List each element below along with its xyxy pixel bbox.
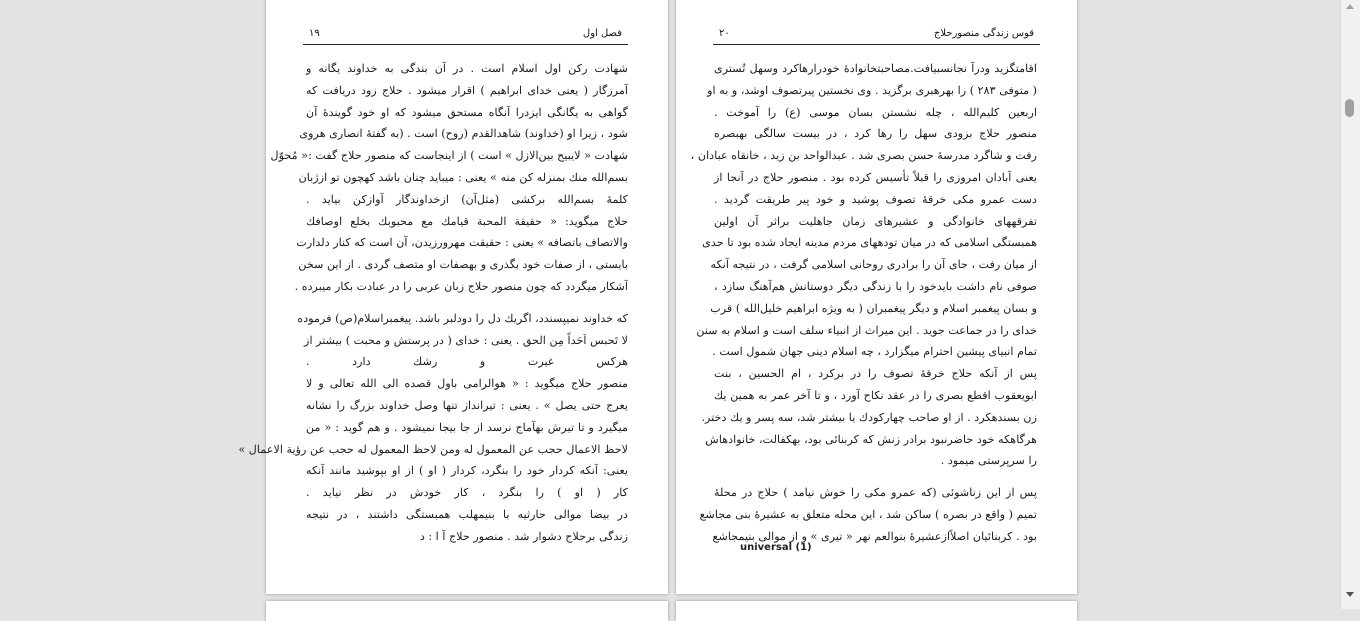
vertical-scrollbar[interactable] (1340, 0, 1360, 609)
page-header (303, 24, 628, 45)
book-title: قوس زندگی منصورحلاج (933, 28, 1034, 39)
page-number: ۱۹ (309, 28, 320, 39)
chapter-title: فصل اول (582, 28, 622, 39)
text-line: کار ( او ) را بنگرد ، کار خودش در نظر نیاید . (306, 486, 628, 500)
text-line: آمرزگار ( یعنی خدای ابراهیم ) اقرار میشود . حلاج زود دریافت که (306, 83, 628, 97)
text-line: ( متوفی ۲۸۳ ) را بهرهبری برگزید . وی نخستین پیرتصوف اوشد، و به او (707, 83, 1037, 97)
page-body-text (238, 58, 628, 548)
text-line: همبستگی اسلامی که در میان تودههای مردم مدینه ایجاد شده بود تا حدی (702, 236, 1037, 250)
page-19 (238, 0, 668, 594)
text-line: حلاج میگوید: « حقیقة المحبة قیامك مع محبوبك بخلع اوصافك (306, 214, 628, 228)
paragraph-gap (714, 472, 1037, 482)
page-header (713, 24, 1040, 45)
scroll-up-arrow-icon[interactable] (1346, 4, 1354, 9)
text-line: رفت و شاگرد مدرسهٔ حسن بصری شد . عبدالواحد بن زید ، خانقاه عبادان ، (690, 149, 1037, 163)
text-line: اقامتگزید ودرآ نجانسبیافت.مصاحبتخانوادهٔ خودرارهاکرد وسهل تُستری (714, 62, 1037, 75)
text-line: لا تَحبس اَحَداً مِن الحق . یعنی : خدای ( در پرستش و محبت ) بیشتر از (304, 333, 628, 347)
page-20 (676, 0, 1077, 594)
text-line: شهادت « لایبیح بین‌الازل » است ) از اینجاست که منصور حلاج گفت :« مُحوّل (270, 149, 628, 163)
text-line: هرگاهکه خود حاضرنبود برادر زنش که کربنائی بود، بهکفالت، خانوادهاش (705, 432, 1037, 446)
text-line: تفرقههای خانوادگی و عشیرهای زمان جاهلیت براثر آن اولین (714, 214, 1037, 228)
next-page-right (676, 601, 1077, 621)
text-line: تمام انبیای پیشین احترام میگزارد ، چه اسلام دینی جهان شمول است . (712, 345, 1037, 359)
text-line: پس از این زناشوئی (که عمرو مکی را خوش نیامد ) حلاج در محلهٔ (714, 486, 1037, 500)
text-line: یعرج حتی یصل » . یعنی : تیرانداز تنها وصل خداوند بزرگ را نشانه (306, 398, 628, 412)
text-line: صوفی نام داشت بایدخود را با زندگی دیگر دوستانش هم‌آهنگ سازد ، (714, 279, 1037, 293)
text-line: والاتصاف باتصافه » یعنی : حقیقت مهرورزیدن، آن است که کنار دلدارت (296, 236, 628, 250)
page-number: ۲۰ (719, 28, 730, 39)
text-line: یعنی: آنکه کردار خود را بنگرد، کردار ( او ) از او بپوشید مانند آنکه (306, 464, 628, 478)
text-line: میگیرد و تا تیرش بهآماج نرسد از جا بیجا نمیشود . و هم گوید : « من (306, 420, 628, 434)
text-line: کلمهٔ بسم‌الله برکشی (مثل‌آن) ازخداوندگار آوازکن بیاید . (306, 192, 628, 206)
text-line: زندگی برحلاج دشوار شد . منصور حلاج آ ا : د (419, 529, 628, 543)
text-line: بسم‌الله منك بمنزله کن منه » یعنی : میباید چنان باشد کهچون تو ازژبان (298, 170, 628, 184)
text-line: هرکس غیرت و رشك دارد . (306, 355, 628, 369)
text-line: را سرپرستی میمود . (940, 454, 1037, 468)
text-line: در بیضا موالی حارثیه با بنیمهلب همبستگی داشتند ، در نتیجه (306, 507, 628, 521)
text-line: خدای را در جماعت جوید . این میراث از انبیاء سلف است و اسلام به سنن (696, 323, 1037, 337)
text-line: اربعین کلیم‌الله ، چله نشستن بسان موسی (ع) را آموخت . (714, 105, 1037, 119)
text-line: که خداوند نمیپسندد، اگریك دل را دودلبر باشد. پیغمبراسلام(ص) فرموده (297, 311, 628, 325)
text-line: شود ، زیرا او (خداوند) شاهدالقدم (روح) است . (به گفتهٔ انصاری هروی (299, 127, 628, 141)
text-line: منصور حلاج میگوید : « هوالرامی باول قصده الی الله تعالی و لا (306, 377, 628, 391)
text-line: تمیم ( واقع در بصره ) ساکن شد ، این محله متعلق به عشیرهٔ بنی مجاشع (699, 507, 1037, 521)
text-line: گواهی به یگانگی ایزدرا آنگاه مستحق میشود که او خود گویندهٔ آن (306, 105, 628, 119)
page-body-text (690, 58, 1037, 548)
text-line: پس از آنکه حلاج خرقهٔ تصوف را در برکرد ، ام الحسین ، بنت (714, 367, 1037, 381)
text-line: بود . کربنائیان اصلاًازعشیرهٔ بنوالعم نهر « تیری » و از موالی بنیمجاشع (712, 529, 1037, 543)
text-line: لاحظ الاعمال حجب عن المعمول له ومن لاحظ المعمول له حجب عن رؤیة الاعمال » (238, 442, 628, 456)
text-line: دست عمرو مکی خرقهٔ تصوف پوشید و خود پیر طریقت گردید . (714, 192, 1037, 206)
text-line: ابویعقوب اقطع بصری را در عقد نکاح آورد ، و تا آخر عمر به همین یك (714, 388, 1037, 402)
text-line: یعنی آبادان امروزی را قبلاً تأسیس کرده بود . منصور حلاج در آنجا از (714, 170, 1037, 184)
text-line: از میان رفت ، جای آن را برادری روحانی اسلامی گرفت ، در نتیجه آنکه (710, 258, 1037, 272)
paragraph-gap (306, 298, 628, 308)
scroll-down-arrow-icon[interactable] (1346, 592, 1354, 597)
text-line: زن بسندهکرد . از او صاحب چهارکودك یا بیشتر شد، سه پسر و یك دختر. (701, 410, 1037, 424)
text-line: و بسان پیغمبر اسلام و دیگر پیغمبران ( به ویژه ابراهیم خلیل‌الله ) قرب (710, 301, 1037, 315)
footnote: universal (1) (740, 542, 812, 553)
text-line: بایستی ، از صفات خود بگذری و بهصفات او متصف گردی . از این سخن (298, 258, 628, 272)
text-line: آشکار میگردد که چون منصور حلاج زبان عربی را در عبادت بکار میبرده . (294, 279, 628, 293)
text-line: منصور حلاج بزودی سهل را رها کرد ، در بیست سالگی بهبصره (714, 127, 1037, 141)
next-page-left (266, 601, 668, 621)
scroll-thumb[interactable] (1345, 99, 1354, 117)
text-line: شهادت رکن اول اسلام است . در آن بندگی به خداوند یگانه و (306, 62, 628, 75)
